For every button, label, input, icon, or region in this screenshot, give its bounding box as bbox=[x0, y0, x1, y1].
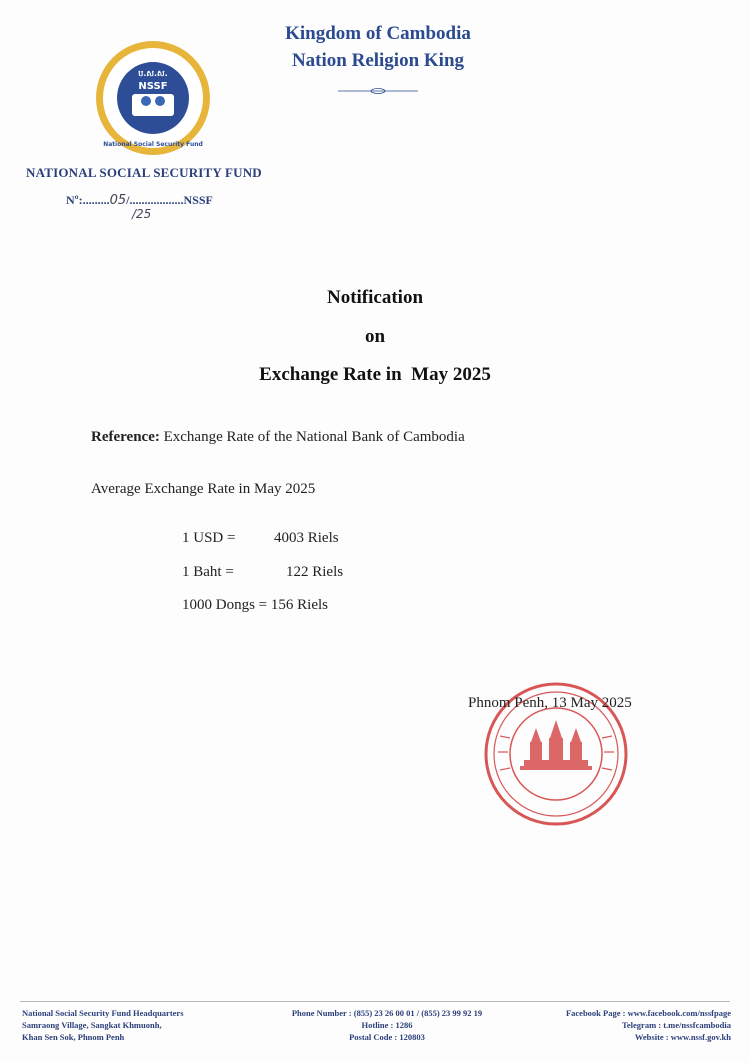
number-dots-before: ......... bbox=[82, 193, 110, 207]
ornament-divider bbox=[338, 86, 418, 96]
number-prefix: Nº: bbox=[66, 193, 83, 207]
footer-contact bbox=[262, 1007, 512, 1043]
footer-online bbox=[526, 1007, 731, 1043]
title-notification: Notification bbox=[326, 287, 424, 308]
rate-value: 4003 Riels bbox=[274, 530, 339, 546]
rate-value: 122 Riels bbox=[286, 564, 344, 580]
footer-hotline: Hotline : 1286 bbox=[361, 1020, 413, 1030]
footer-facebook: Facebook Page : www.facebook.com/nssfpage bbox=[565, 1008, 731, 1018]
footer-phone: Phone Number : (855) 23 26 00 01 / (855) 23 99 92 19 bbox=[291, 1008, 483, 1018]
logo-khmer-abbrev: ប.ស.ស. bbox=[138, 69, 168, 78]
rate-value: 156 Riels bbox=[270, 597, 328, 613]
logo-ring-text: National Social Security Fund bbox=[103, 141, 203, 148]
reference-text: Exchange Rate of the National Bank of Cambodia bbox=[163, 429, 465, 445]
number-dots-after: /.................. bbox=[126, 193, 184, 207]
kingdom-header bbox=[258, 20, 498, 74]
footer-telegram: Telegram : t.me/nssfcambodia bbox=[622, 1020, 731, 1030]
kingdom-line-2: Nation Religion King bbox=[291, 50, 465, 71]
rate-currency: 1 USD = bbox=[182, 530, 236, 546]
title-exchange-rate: Exchange Rate in May 2025 bbox=[259, 364, 491, 385]
footer-address bbox=[22, 1007, 242, 1043]
logo-abbrev: NSSF bbox=[138, 81, 168, 92]
footer-address-line: National Social Security Fund Headquarters bbox=[22, 1008, 184, 1018]
footer-address-line: Samraong Village, Sangkat Khmuonh, bbox=[22, 1020, 162, 1030]
footer-divider bbox=[20, 1001, 730, 1002]
average-label: Average Exchange Rate in May 2025 bbox=[91, 481, 316, 497]
organization-name: NATIONAL SOCIAL SECURITY FUND bbox=[26, 165, 262, 180]
nssf-logo bbox=[88, 38, 218, 160]
reference-line bbox=[91, 429, 465, 446]
rate-row-baht bbox=[182, 564, 343, 581]
kingdom-line-1: Kingdom of Cambodia bbox=[285, 23, 471, 44]
reference-label: Reference: bbox=[91, 429, 160, 445]
handwritten-year: /25 bbox=[132, 207, 152, 221]
rate-currency: 1 Baht = bbox=[182, 564, 234, 580]
number-suffix: NSSF bbox=[183, 193, 213, 207]
footer-postal: Postal Code : 120803 bbox=[349, 1032, 425, 1042]
reference-number bbox=[66, 193, 213, 221]
title-on: on bbox=[364, 326, 386, 347]
place-date: Phnom Penh, 13 May 2025 bbox=[468, 695, 632, 711]
footer-website: Website : www.nssf.gov.kh bbox=[634, 1032, 731, 1042]
rate-row-dongs bbox=[182, 597, 328, 614]
rate-row-usd bbox=[182, 530, 339, 547]
footer-address-line: Khan Sen Sok, Phnom Penh bbox=[22, 1032, 125, 1042]
rate-currency: 1000 Dongs = bbox=[182, 597, 268, 613]
handwritten-number: 05 bbox=[109, 193, 127, 208]
